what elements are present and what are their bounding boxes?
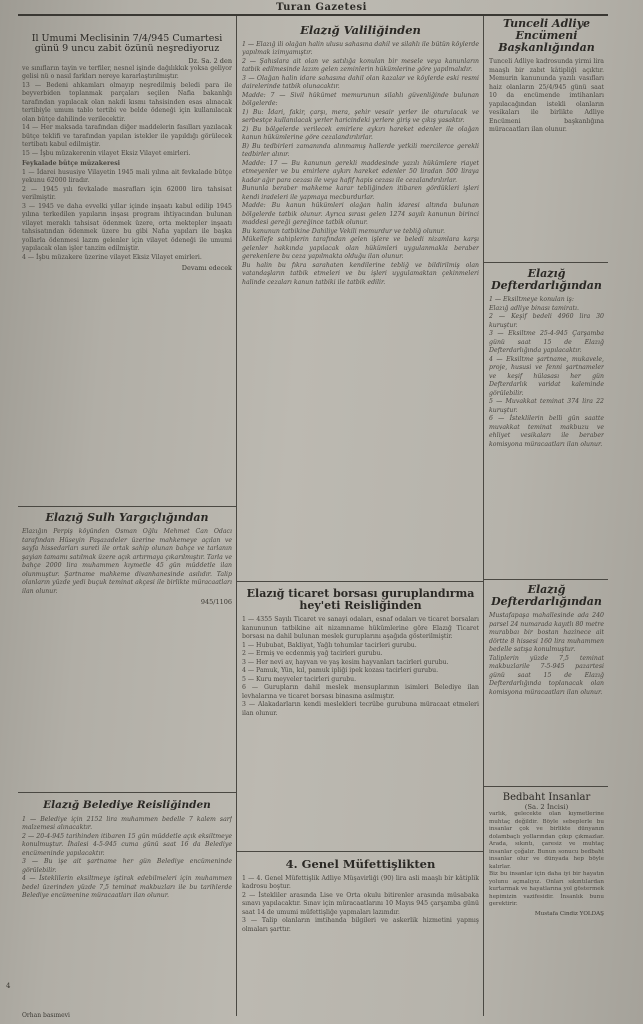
article-body: varlık, gelecekte olan kıymetlerine muhtaç değildir. Böyle sebeplerle bu insanlar çok ve birlikte dünyanın dolambaçlı yollarından çıkıp çıkmazlar. Arada, sıkıntı, çaresiz ve muhtaç insanlar çoğalır. Bunun sonucu bedbaht insanlar olur ve dünyada hep böyle kalırlar. Biz bu insanlar için daha iyi bir hayatın yolunu açmalıyız. Onları sıkıntılardan kurtarmak ve hayatlarına yol göstermek hepimizin vazifesidir. İnsanlık bunu gerektirir. xyxy=(489,811,604,907)
article-body-2: Mükellefe sahiplerin tarafından gelen işlere ve beledi nizamlara karşı gelenler hakkında yapılacak olan hükümleri uygulanmakla beraber gerekenlere bu ceza yapılmakta olduğu ilan olunur. Bu halin bu fıkra sarahaten kendilerine tebliğ ve bildirilmiş olan vatandaşların tatbik etmeleri ve bu işleri uygulamaktan çekinmeleri halinde cezaları kanun tatbiki ile tatbik edilir. xyxy=(242,236,479,286)
article-body-2: 1 — İdarei hususiye Vilayetin 1945 mali yılına ait fevkalade bütçe yekunu 62000 liradır. 2 — 1945 yılı fevkalade masrafları için 62000 lira tahsisat verilmiştir. 3 — 1945 ve daha evvelki yıllar içinde inşaatı kabul edilip 1945 yılına terkedilen yapıların inşası program ihtiyacından bulunan vilayet meraklı tahsisat ödenmek üzere, orta mektepler inşaatı tahsisatından ödenmek üzere bu gibi Nafıa yapıları ile başka yollarla ödenmesi lazım gelenler için vilayet ödeneği ile umumi yapılacak olan işler tanzim edilmiştir. 4 — İşbu müzakere üzerine vilayet Eksiz Vilayet emirleri. xyxy=(22,168,232,261)
divider-col2-a xyxy=(237,581,483,582)
article-signature: Mustafa Cindiz YOLDAŞ xyxy=(534,910,604,917)
article-valilik xyxy=(242,24,479,578)
divider-col3-a xyxy=(484,262,608,263)
divider-col1-a xyxy=(18,506,236,507)
article-body: 1 — 4. Genel Müfettişlik Adliye Müşavirliği (90) lira asli maaşlı bir kâtiplik kadrosu boştur. 2 — İstekliler arasında Lise ve Orta okulu bitirenler arasında müsabaka sınavı yapılacaktır. Sınav için müracaatlarını 10 Mayıs 945 çarşamba günü saat 14 de umumi müfettişliğe yapmaları lazımdır. 3 — Talip olanların imtihanda bilgileri ve askerlik hizmetini yapmış olmaları şarttır. xyxy=(242,874,479,933)
divider-col3-b xyxy=(484,579,608,580)
masthead-rule xyxy=(18,14,608,16)
article-body: Mustafapaşa mahallesinde ada 240 parsel 24 numarada kayıtlı 80 metre murabbaı bir bostan hazinece ait dörtte 8 hissesi 160 lira muhammen bedelle satışa konulmuştur. Taliplerin yüzde 7,5 teminat makbuzlarile 7-5-945 pazartesi günü saat 15 de Elazığ Defterdarlığında toplanacak olan komisyona müracaatları ilan olunur. xyxy=(489,612,604,696)
column-divider-1 xyxy=(236,16,237,1016)
column-divider-2 xyxy=(483,16,484,1016)
article-title: İl Umumi Meclisinin 7/4/945 Cumartesi günü 9 uncu zabit özünü neşrediyoruz xyxy=(31,34,223,55)
article-title: Bedbaht İnsanlar xyxy=(502,792,591,803)
article-subtitle: (Sa. 2 İncisi) xyxy=(524,803,569,811)
article-defterdar-1 xyxy=(489,268,604,576)
masthead: Turan Gazetesi xyxy=(276,2,367,13)
article-sulh xyxy=(22,512,232,788)
article-title: Elazığ Valiliğinden xyxy=(300,24,421,37)
article-title: Elazığ Belediye Reisliğinden xyxy=(43,800,211,811)
article-title: 4. Genel Müfettişlikten xyxy=(285,858,436,871)
article-body: 1 — Eksiltmeye konulan iş: Elazığ adliye binası tamiratı. 2 — Keşif bedeli 4960 lira 30 kuruştur. 3 — Eksiltme 25-4-945 Çarşamba günü saat 15 de Elazığ Defterdarlığında yapılacaktır. 4 — Eksiltme şartname, mukavele, proje, hususi ve fenni şartnameler ve keşif hülasası her gün Defterdarlık varidat kaleminde görülebilir. 5 — Muvakkat teminat 374 lira 22 kuruştur. 6 — İsteklilerin belli gün saatte muvakkat teminat makbuzu ve ehliyet vesikaları ile beraber komisyona müracaatları ilan olunur. xyxy=(489,296,604,448)
article-title: Elazığ Defterdarlığından xyxy=(491,268,602,293)
page-number: 4 xyxy=(6,982,11,990)
article-title: Elazığ Defterdarlığından xyxy=(491,584,602,609)
article-continued: Devamı edecek xyxy=(181,264,232,273)
divider-col2-b xyxy=(237,851,483,852)
article-belediye xyxy=(22,800,232,1000)
article-body: Tunceli Adliye kadrosunda yirmi lira maaşlı bir zabıt kâtipliği açıktır. Memurin kanununda yazılı vasıfları haiz olanların 25/4/945 günü saat 10 da encümende imtihanları yapılacağından istekli olanların vesikaları ile birlikte Adliye Encümeni başkanlığına müracaatları ilan olunur. xyxy=(489,58,604,134)
article-title: Tunceli Adliye Encümeni Başkanlığından xyxy=(498,18,595,55)
article-umumi-meclis xyxy=(22,34,232,504)
article-mufettis xyxy=(242,858,479,1000)
divider-col3-c xyxy=(484,786,608,787)
article-title: Elazığ Sulh Yargıçlığından xyxy=(45,512,209,524)
article-reference: 945/1106 xyxy=(200,598,232,607)
article-byline: Dz. Sa. 2 den xyxy=(188,56,232,65)
article-body: ve sınıfların tayin ve terfiler, nesnel işinde dağılıkkık yoksa geliyor gelisi nü o nasıl farkları nereye kararlaştırılmıştır. 13 — Bedeni ahkamları olmayıp neşredilmiş beledi para ile beyverbiden toplanmak parçaları seçilen Nafia bakanlığı tarafından yapılacak olan nakdi kısmı tahsisinden esas alınacak tertibiyle umum tablo tertibi ve belde ödeneği için kullanılacak olan bütçe dahilinde verilecektir. 14 — Her maksada tarafından diğer maddelerin fasılları yazılacak bütçe teklifi ve tarafından yapılan istekler ile yapıldığı görülecek tertibatı kabul edilmiştir. 15 — İşbu müzakerenin vilayet Eksiz Vilayet emirleri. xyxy=(22,64,232,157)
article-bedbaht xyxy=(489,792,604,1014)
article-title: Elazığ ticaret borsası guruplandırma hey'eti Reisliğinden xyxy=(246,588,475,613)
article-body: 1 — Elazığ ili olağan halin ulusu sahasına dahil ve silahlı ile bütün köylerde yapılmak izimyamıştır. 2 — Şahıslara ait olan ve satılığa konulan bir mesele veya kanunların tatbik edilmesinde lazım gelen zeminlerin hükümlerine göre yapılmalıdır. 3 — Olağan halin idare sahasına dahil olan kazalar ve köylerde eski resmi dairelerinde tatbik olunacaktır. Madde: 7 — Sivil hükümet memurunun silahlı güvenliğinde bulunan bölgelerde: 1) Bu: İdari, fakir, çarşı, mera, şehir vesair yerler ile oturulacak ve serbestçe kullanılacak yerler haricindeki yerlere giriş ve çıkış yasaktır. 2) Bu bölgelerde verilecek emirlere aykırı hareket edenler ile olağan kanun hükümlerine göre cezalandırılırlar. B) Bu tedbirleri zamanında alınmamış hallerde yetkili mercilerce gerekli tedbirler alınır. Madde: 17 — Bu kanunun gerekli maddesinde yazılı hükümlere riayet etmeyenler ve bu emirlere aykırı hareket edenler 50 liradan 500 liraya kadar ağır para cezası ile veya hafif hapis cezası ile cezalandırılırlar. Bununla beraber mahkeme karar tebliğinden itibaren gördükleri işleri kendi iradeleri ile yapmaya mecburdurlar. Madde: Bu kanun hükümleri olağan halin idaresi altında bulunan bölgelerde tatbik olunur. Ayrıca sırası gelen 1274 sayılı kanunun birinci maddesi gereği gereğince tatbik olunur. Bu kanunun tatbikine Dahiliye Vekili memurdur ve tebliğ olunur. xyxy=(242,40,479,235)
article-subheading: Feykalade bütçe müzakeresi xyxy=(22,160,121,168)
article-body: 1 — Belediye için 2152 lira muhammen bedelle 7 kalem sarf malzemesi alınacaktır. 2 — 20-4-945 tarihinden itibaren 15 gün müddetle açık eksiltmeye konulmuştur. İhalesi 4-5-945 cuma günü saat 16 da Belediye encümeninde yapılacaktır. 3 — Bu işe ait şartname her gün Belediye encümeninde görülebilir. 4 — İsteklilerin eksiltmeye iştirak edebilmeleri için muhammen bedel üzerinden yüzde 7,5 teminat makbuzları ile bu tarihlerde Belediye encümenine müracaatları ilan olunur. xyxy=(22,815,232,900)
article-tunceli xyxy=(489,18,604,260)
article-defterdar-2 xyxy=(489,584,604,784)
article-body: 1 — 4355 Sayılı Ticaret ve sanayi odaları, esnaf odaları ve ticaret borsaları kanununun tatbikine ait nizamname hükümlerine göre Elazığ Ticaret borsası na dahil bulunan meslek guruplarını aşağıda gösterilmiştir. 1 — Hububat, Bakliyat, Yağlı tohumlar tacirleri gurubu. 2 — Ermiş ve ecdenmiş yağ tacirleri gurubu. 3 — Her nevi av, hayvan ve yaş kesim hayvanları tacirleri gurubu. 4 — Pamuk, Yün, kıl, pamuk ipliği ipek kozası tacirleri gurubu. 5 — Kuru meyveler tacirleri gurubu. 6 — Gurupların dahil meslek mensuplarının isimleri Belediye ilan levhalarına ve ticaret borsası binasına asılmıştır. 3 — Alakadarların kendi meslekleri tecrübe gurubuna müracaat etmeleri ilan olunur. xyxy=(242,616,479,717)
article-borsa xyxy=(242,588,479,848)
printer-footer: Orhan basımevi xyxy=(22,1012,70,1019)
divider-col1-b xyxy=(18,792,236,793)
article-body: Elazığın Perpiş köyünden Osman Oğlu Mehmet Can Odacı tarafından Hüseyin Paşazadeler üzerine mahkemeye açılan ve sayfa hissedarları sureti ile ortak sahip olunan bahçe ve tarlanın şayian tamamı satılmak üzere açık artırmaya çıkarılmıştır. Tarla ve bahçe 2000 lira muhammen kıymetle 45 gün müddetle ilan olunmuştur. Şartname mahkeme divanhanesinde asılıdır. Talip olanların yüzde yedi buçuk teminat akçesi ile birlikte müracaatları ilan olunur. xyxy=(22,528,232,595)
